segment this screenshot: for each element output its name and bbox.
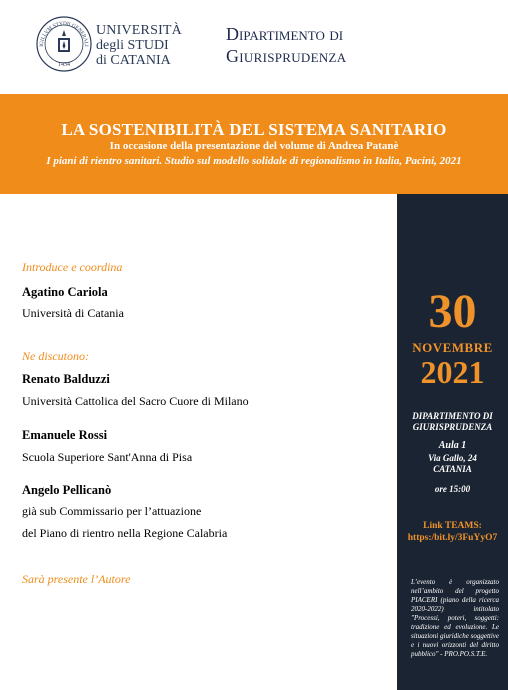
seal-year: 1434	[58, 62, 70, 68]
intro-label: Introduce e coordina	[22, 260, 123, 274]
discussant-affiliation: Scuola Superiore Sant'Anna di Pisa	[22, 450, 193, 464]
author-note: Sarà presente l’Autore	[22, 572, 131, 586]
event-place	[397, 411, 508, 433]
discussant-name: Emanuele Rossi	[22, 428, 108, 442]
book-title: I piani di rientro sanitari. Studio sul modello solidale di regionalismo in Italia, Pacini, 2021	[46, 155, 462, 167]
teams-link[interactable]	[397, 520, 508, 544]
department-name-line2: Giurisprudenza	[226, 46, 347, 66]
event-title: LA SOSTENIBILITÀ DEL SISTEMA SANITARIO	[61, 120, 447, 139]
discussant-affiliation: del Piano di rientro nella Regione Calabria	[22, 526, 228, 540]
event-year: 2021	[420, 354, 485, 390]
event-sidebar	[397, 194, 508, 690]
university-name-line1: UNIVERSITÀ	[96, 23, 182, 38]
discussants-label: Ne discutono:	[22, 349, 89, 363]
teams-link-url[interactable]: https:/bit.ly/3FuYyO7	[407, 533, 498, 543]
event-address-line2: CATANIA	[433, 464, 472, 474]
event-day: 30	[428, 285, 477, 338]
university-seal-icon	[36, 16, 92, 72]
event-place-line2: GIURISPRUDENZA	[412, 422, 493, 432]
discussant-affiliation: già sub Commissario per l’attuazione	[22, 504, 202, 518]
moderator-affiliation: Università di Catania	[22, 306, 124, 320]
header	[0, 0, 508, 94]
title-banner	[0, 94, 508, 194]
department-name	[226, 23, 346, 67]
university-name-line2: degli STUDI	[96, 38, 169, 53]
event-month: NOVEMBRE	[412, 340, 493, 355]
discussant-name: Angelo Pellicanò	[22, 483, 112, 497]
university-name-line3: di CATANIA	[96, 53, 171, 68]
teams-link-label: Link TEAMS:	[423, 521, 482, 531]
event-room: Aula 1	[438, 440, 467, 451]
project-note: L’evento è organizzato nell’ambito del progetto PIACERI (piano della ricerca 2020-2022) intitolato "Processi, poteri, soggetti: tradizione ed evoluzione. Le situazioni giuridiche soggettive e i nuovi orizzonti del diritto pubblico" - PRO.PO.S.T.E.	[411, 578, 499, 658]
event-address	[397, 453, 508, 475]
discussant-name: Renato Balduzzi	[22, 372, 110, 386]
event-subtitle: In occasione della presentazione del volume di Andrea Patanè	[109, 140, 399, 152]
event-place-line1: DIPARTIMENTO DI	[412, 411, 493, 421]
department-name-line1: Dipartimento di	[226, 24, 344, 44]
event-address-line1: Via Gallo, 24	[428, 453, 477, 463]
university-name	[96, 23, 182, 68]
event-time: ore 15:00	[434, 484, 471, 494]
discussant-affiliation: Università Cattolica del Sacro Cuore di Milano	[22, 394, 249, 408]
moderator-name: Agatino Cariola	[22, 285, 108, 299]
seal-text: IGILLVM STVDII GENERALI	[38, 20, 90, 47]
